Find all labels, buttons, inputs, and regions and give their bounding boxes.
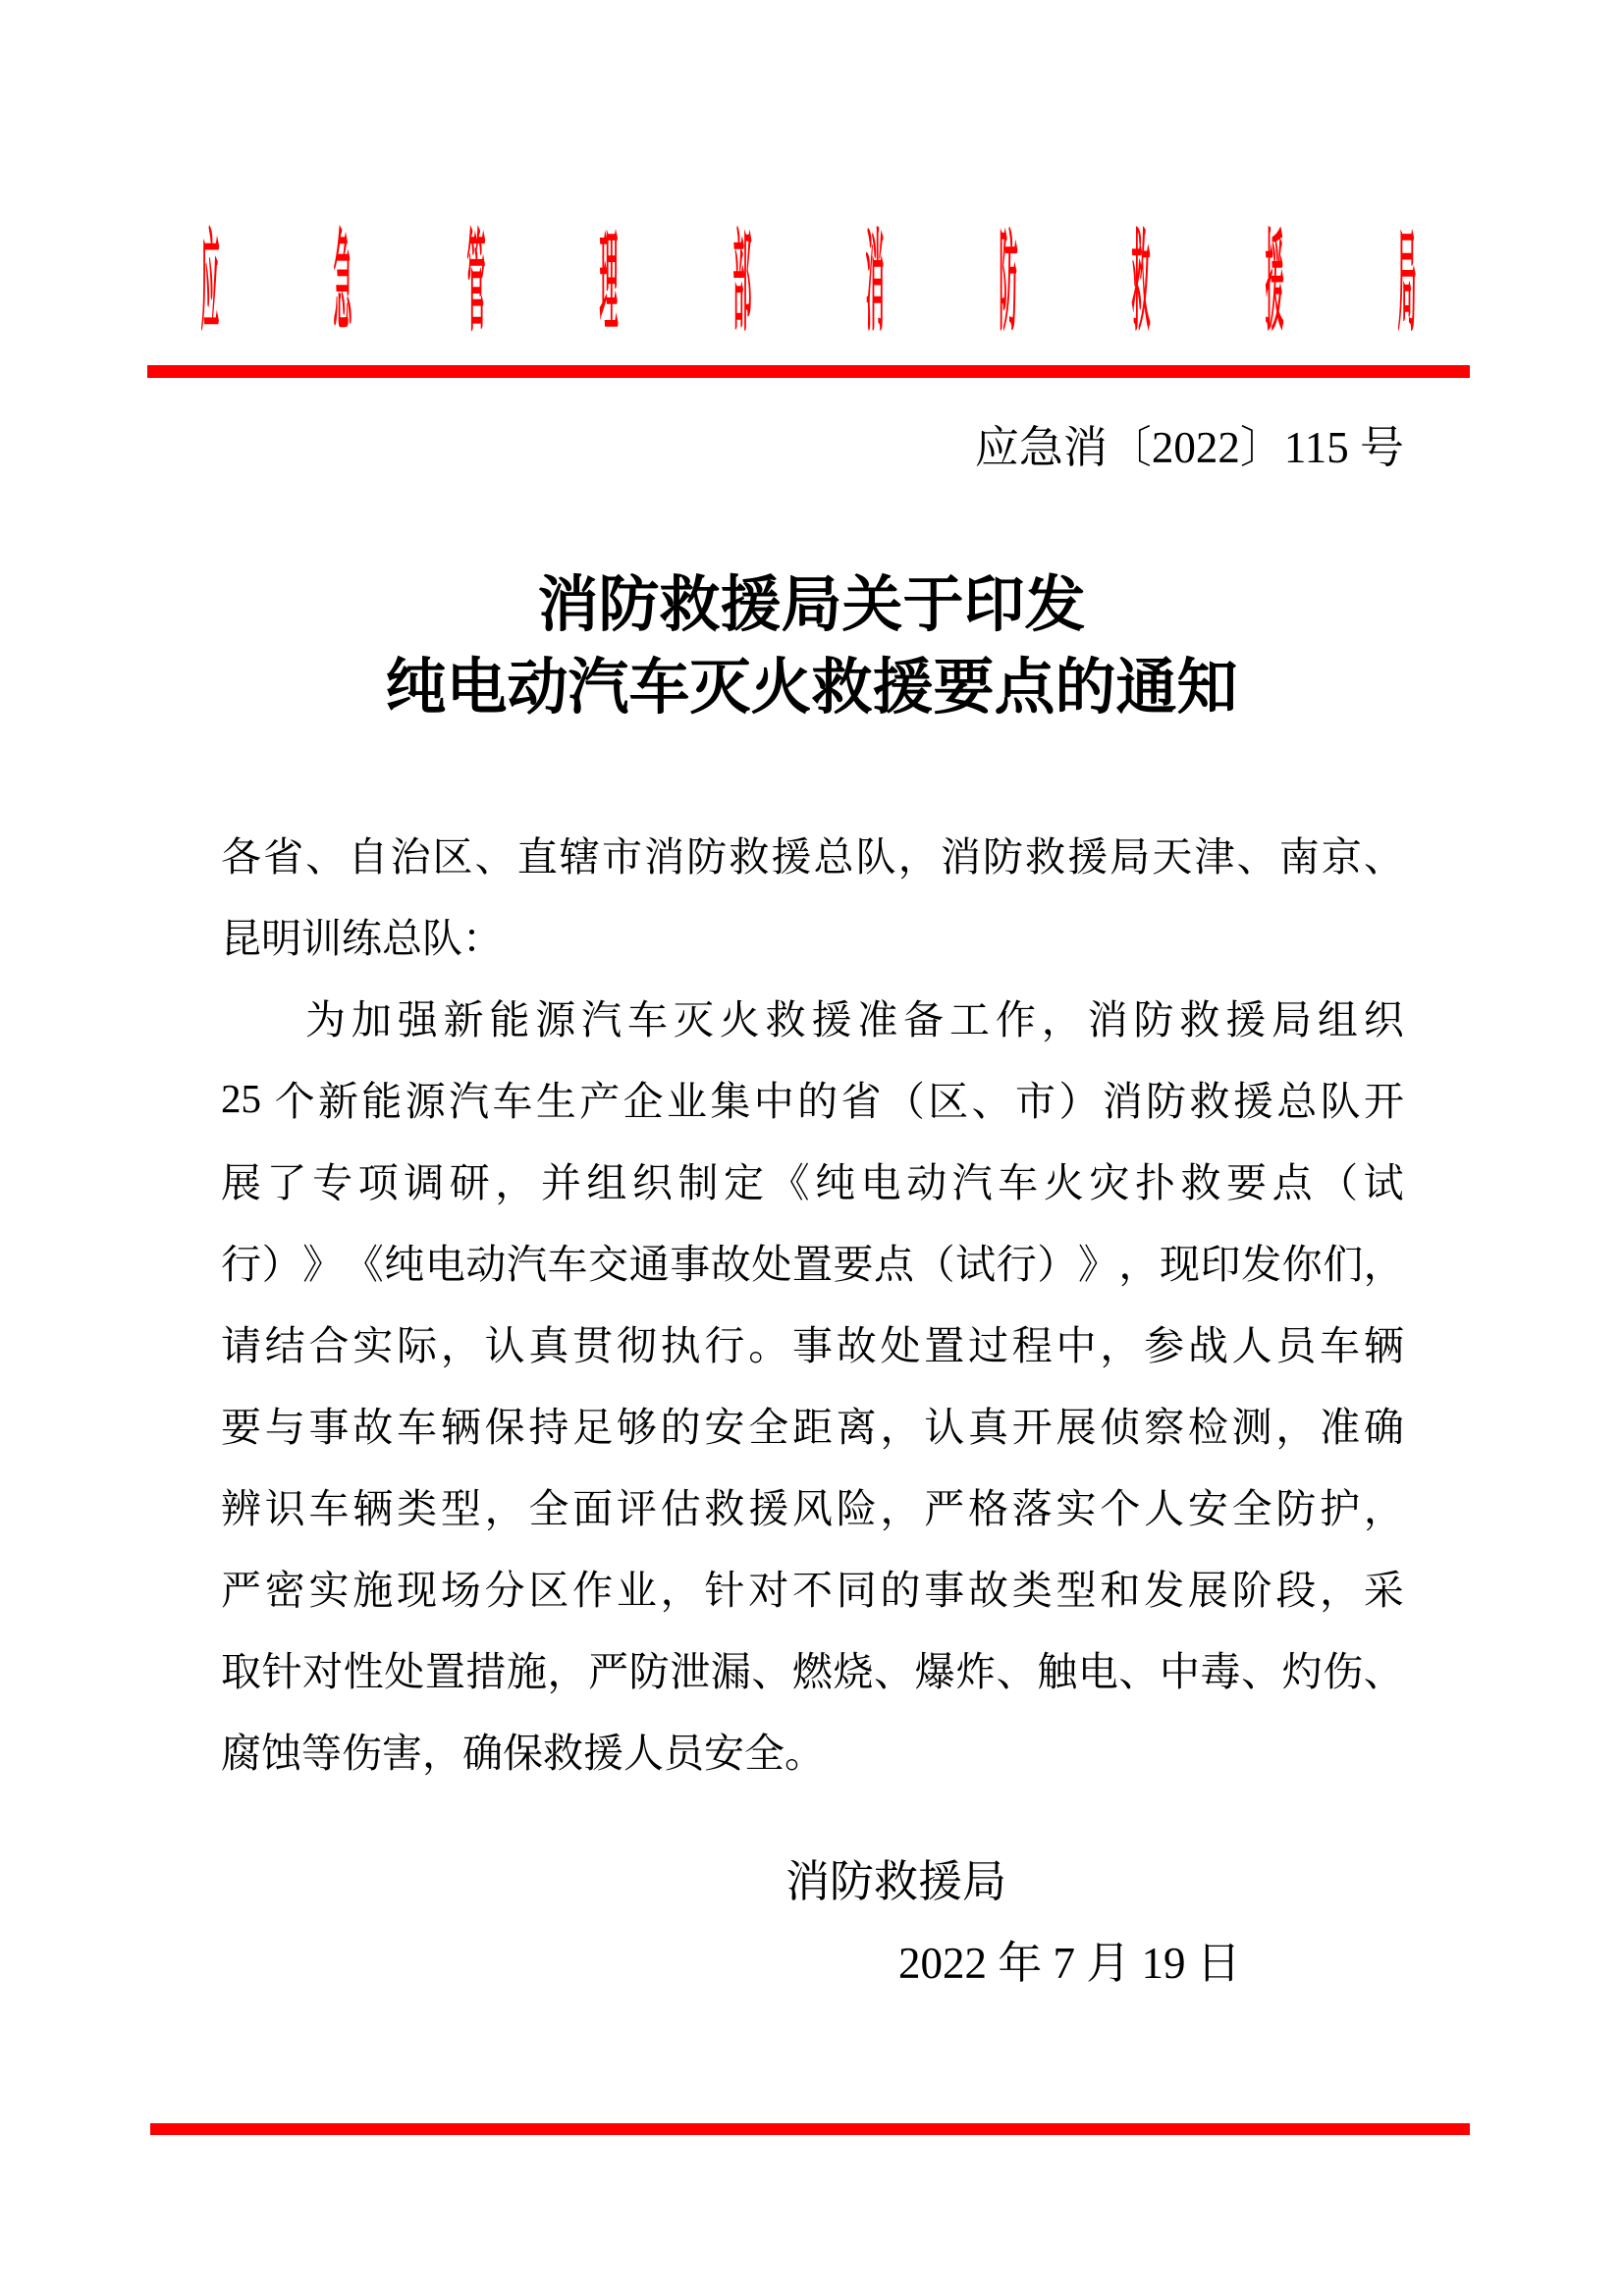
body-line: 为 加 强 新 能 源 汽 车 灭 火 救 援 准 备 工 作 ， 消 防 救 援 局 组 织 (305, 997, 1404, 1042)
document-title (0, 564, 1623, 729)
signature-date: 2022 年 7 月 19 日 (898, 1939, 1241, 1988)
letterhead-divider (147, 365, 1470, 378)
document-number: 应急消〔2022〕115 号 (974, 423, 1404, 472)
body-line: 严 密 实 施 现 场 分 区 作 业 ， 针 对 不 同 的 事 故 类 型 和 发 展 阶 段 ， 采 (221, 1568, 1404, 1613)
body-line: 请 结 合 实 际 ， 认 真 贯 彻 执 行 。 事 故 处 置 过 程 中 ， 参 战 人 员 车 辆 (221, 1323, 1404, 1368)
body-line: 行 ） 》 《 纯 电 动 汽 车 交 通 事 故 处 置 要 点 （ 试 行 ） 》 ， 现 印 发 你 们 ， (221, 1242, 1404, 1287)
document-title-line-1: 消防救援局关于印发 (537, 571, 1086, 639)
signature-org: 消防救援局 (785, 1857, 1007, 1906)
footer-divider (150, 2123, 1470, 2135)
body-line: 腐蚀等伤害，确保救援人员安全。 (221, 1731, 825, 1776)
body-line: 昆明训练总队： (221, 916, 503, 961)
body-line: 25 个 新 能 源 汽 车 生 产 企 业 集 中 的 省 （ 区 、 市 ） 消 防 救 援 总 队 开 (221, 1075, 1404, 1124)
body-text (221, 813, 1404, 1790)
document-title-line-2: 纯电动汽车灭火救援要点的通知 (385, 654, 1238, 721)
body-line: 各 省 、 自 治 区 、 直 辖 市 消 防 救 援 总 队 ， 消 防 救 援 局 天 津 、 南 京 、 (221, 834, 1404, 880)
body-line: 辨 识 车 辆 类 型 ， 全 面 评 估 救 援 风 险 ， 严 格 落 实 个 人 安 全 防 护 ， (221, 1486, 1404, 1531)
letterhead-org-name: 应 急 管 理 部 消 防 救 援 局 (200, 221, 1417, 344)
body-line: 要 与 事 故 车 辆 保 持 足 够 的 安 全 距 离 ， 认 真 开 展 侦 察 检 测 ， 准 确 (221, 1405, 1404, 1450)
body-line: 取 针 对 性 处 置 措 施 ， 严 防 泄 漏 、 燃 烧 、 爆 炸 、 触 电 、 中 毒 、 灼 伤 、 (221, 1649, 1404, 1694)
body-line: 展 了 专 项 调 研 ， 并 组 织 制 定 《 纯 电 动 汽 车 火 灾 扑 救 要 点 （ 试 (221, 1160, 1404, 1205)
